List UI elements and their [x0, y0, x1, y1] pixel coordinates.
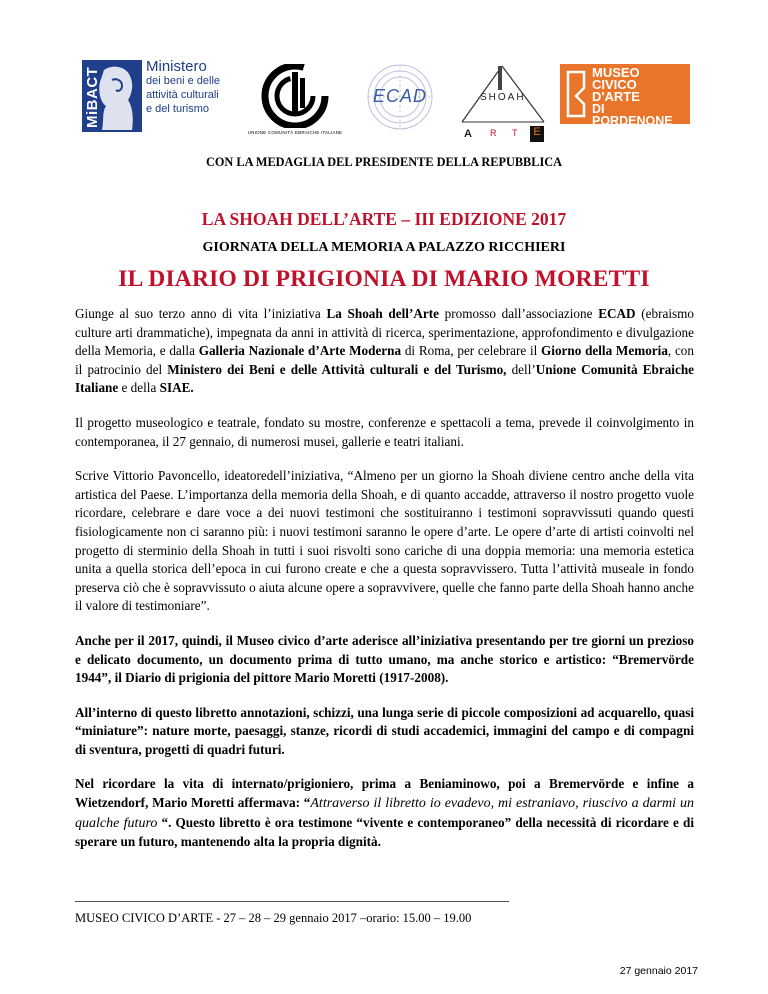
museo-mark-icon — [564, 68, 588, 120]
event-subtitle: GIORNATA DELLA MEMORIA A PALAZZO RICCHIERI — [202, 240, 566, 255]
article-body — [75, 305, 694, 868]
medal-line: CON LA MEDAGLIA DEL PRESIDENTE DELLA REPUBBLICA — [205, 155, 562, 169]
mibact-badge-text: MiBACT — [84, 66, 101, 128]
page-title: IL DIARIO DI PRIGIONIA DI MARIO MORETTI — [118, 266, 650, 292]
logo-bar — [0, 58, 768, 148]
ministero-line-1: Ministero — [146, 58, 207, 75]
paragraph-moretti: Nel ricordare la vita di internato/prigioniero, prima a Beniaminowo, poi a Bremervörde e infine a Wietzendorf, Mario Moretti affermava: “Attraverso il libretto io evadevo, mi estraniavo, riuscivo a darmi un qualche futuro “. Questo libretto è ora testimone “vivente e contemporaneo” della necessità di ricordare e di sperare un futuro, mantenendo alta la propria dignità. — [75, 776, 695, 850]
edition-title: LA SHOAH DELL’ARTE – III EDIZIONE 2017 — [201, 209, 567, 229]
paragraph-project: Il progetto museologico e teatrale, fondato su mostre, conferenze e spettacoli a tema, prevede il coinvolgimento in contemporanea, il 27 gennaio, di numerosi musei, gallerie e teatri italiani. — [75, 414, 694, 449]
ministero-line-4: e del turismo — [146, 103, 209, 115]
paragraph-intro: Giunge al suo terzo anno di vita l’iniziativa La Shoah dell’Arte promosso dall’associazione ECAD (ebraismo culture arti drammatiche), impegnata da anni in attività di ricerca, sperimentazione, approfondimento e divulgazione della Memoria, e dalla Galleria Nazionale d’Arte Moderna di Roma, per celebrare il Giorno della Memoria, con il patrocinio del Ministero dei Beni e delle Attività culturali e del Turismo, dell’Unione Comunità Ebraiche Italiane e della SIAE. — [75, 306, 695, 396]
museo-line-2: CIVICO — [592, 77, 637, 92]
ucei-emblem-icon — [240, 64, 350, 128]
museo-line-4: DI PORDENONE — [592, 102, 673, 128]
ecad-word: ECAD — [372, 86, 427, 106]
footer-divider — [75, 901, 509, 902]
museo-civico-logo — [560, 64, 690, 128]
shoah-arte-logo — [456, 62, 548, 144]
ecad-logo — [360, 62, 440, 132]
paragraph-museo: Anche per il 2017, quindi, il Museo civico d’arte aderisce all’iniziativa presentando per tre giorni un prezioso e delicato documento, un documento prima di tutto umano, ma anche storico e artistico: “Bremervörde 1944”, il Diario di prigionia del pittore Mario Moretti (1917-2008). — [75, 632, 694, 686]
museo-line-3: D'ARTE — [592, 89, 640, 104]
ucei-caption: UNIONE COMUNITÀ EBRAICHE ITALIANE — [247, 130, 343, 135]
shoah-letter-a: A — [464, 128, 472, 140]
ministero-logo — [82, 60, 232, 132]
ministero-line-3: attività culturali — [146, 89, 219, 101]
shoah-letter-t: T — [512, 128, 518, 138]
footer-info: MUSEO CIVICO D’ARTE - 27 – 28 – 29 gennaio 2017 –orario: 15.00 – 19.00 — [75, 911, 472, 925]
museo-line-1: MUSEO — [592, 65, 640, 80]
shoah-letter-r: R — [490, 128, 497, 138]
shoah-word: SHOAH — [480, 92, 526, 103]
ucei-logo — [240, 64, 350, 142]
paragraph-quote-pavoncello: Scrive Vittorio Pavoncello, ideatoredell’iniziativa, “Almeno per un giorno la Shoah diviene centro anche della vita artistica del Paese. L’importanza della memoria della Shoah, e di quanto accadde, attraverso il nostro progetto vuole ricordare, celebrare e dare voce a dei nuovi testimoni che sostituiranno i testimoni sopravvissuti quando questi fisiologicamente non ci saranno più: i nuovi testimoni saranno le opere d’arte. Le opere d’arte di artisti coinvolti nel progetto di sterminio della Shoah in tutti i suoi risvolti sono cariche di una doppia memoria: una memoria estetica unita a quella storica dell’epoca in cui furono create e che a questa sopravvissero. Tutta l’attività museale in fondo preserva ciò che è sopravvissuto o aiuta alcune opere a sopravvivere, quelle che fanno parte della Shoah hanno anche il valore di testimoniare”. — [75, 468, 694, 614]
mibact-badge — [82, 60, 142, 132]
paragraph-libretto: All’interno di questo libretto annotazioni, schizzi, una lunga serie di piccole composizioni ad acquarello, quasi “miniature”: nature morte, paesaggi, stanze, ricordi di studi accademici, immagini del campo e di compagni di sventura, progetti di quadri futuri. — [75, 704, 694, 757]
shoah-letter-e: E — [530, 126, 544, 142]
moretti-quote: Attraverso il libretto io evadevo, mi estraniavo, riuscivo a darmi un qualche futuro — [75, 796, 695, 831]
ministero-line-2: dei beni e delle — [146, 75, 221, 87]
document-date: 27 gennaio 2017 — [619, 965, 698, 977]
